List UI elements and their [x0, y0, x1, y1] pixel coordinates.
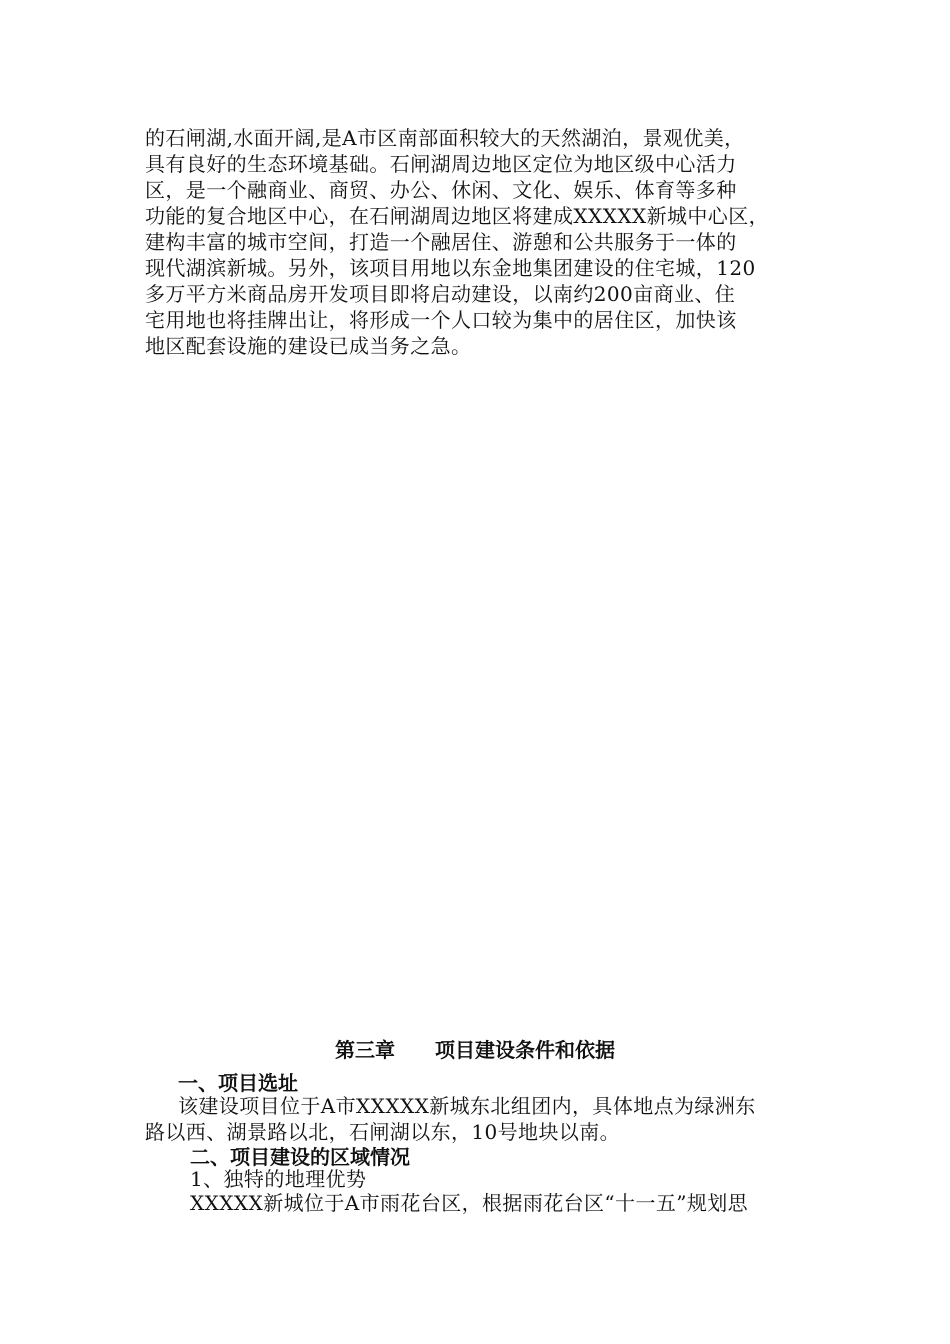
paragraph-line: 功能的复合地区中心，在石闸湖周边地区将建成XXXXX新城中心区， — [145, 204, 769, 228]
chapter-title — [0, 1034, 950, 1063]
paragraph-line: 区，是一个融商业、商贸、办公、休闲、文化、娱乐、体育等多种 — [145, 178, 737, 202]
paragraph-line: XXXXX新城位于A市雨花台区，根据雨花台区“十一五”规划思 — [190, 1191, 749, 1215]
chapter-number: 第三章 — [335, 1038, 395, 1062]
paragraph-line: 多万平方米商品房开发项目即将启动建设，以南约200亩商业、住 — [145, 282, 736, 306]
paragraph-line: 宅用地也将挂牌出让，将形成一个人口较为集中的居住区，加快该 — [145, 308, 737, 332]
paragraph-line: 现代湖滨新城。另外，该项目用地以东金地集团建设的住宅城，120 — [145, 256, 756, 280]
paragraph-line: 地区配套设施的建设已成当务之急。 — [145, 334, 472, 358]
subheading-geography: 1、独特的地理优势 — [190, 1167, 367, 1191]
paragraph-line: 的石闸湖,水面开阔,是A市区南部面积较大的天然湖泊，景观优美， — [145, 126, 745, 150]
paragraph-line: 路以西、湖景路以北，石闸湖以东，10号地块以南。 — [145, 1120, 621, 1144]
paragraph-line: 该建设项目位于A市XXXXX新城东北组团内，具体地点为绿洲东 — [178, 1094, 756, 1118]
paragraph-line: 建构丰富的城市空间，打造一个融居住、游憩和公共服务于一体的 — [145, 230, 737, 254]
section-heading-region: 二、项目建设的区域情况 — [190, 1145, 410, 1169]
section-heading-site: 一、项目选址 — [178, 1071, 298, 1095]
paragraph-line: 具有良好的生态环境基础。石闸湖周边地区定位为地区级中心活力 — [145, 152, 737, 176]
chapter-name: 项目建设条件和依据 — [435, 1038, 615, 1062]
